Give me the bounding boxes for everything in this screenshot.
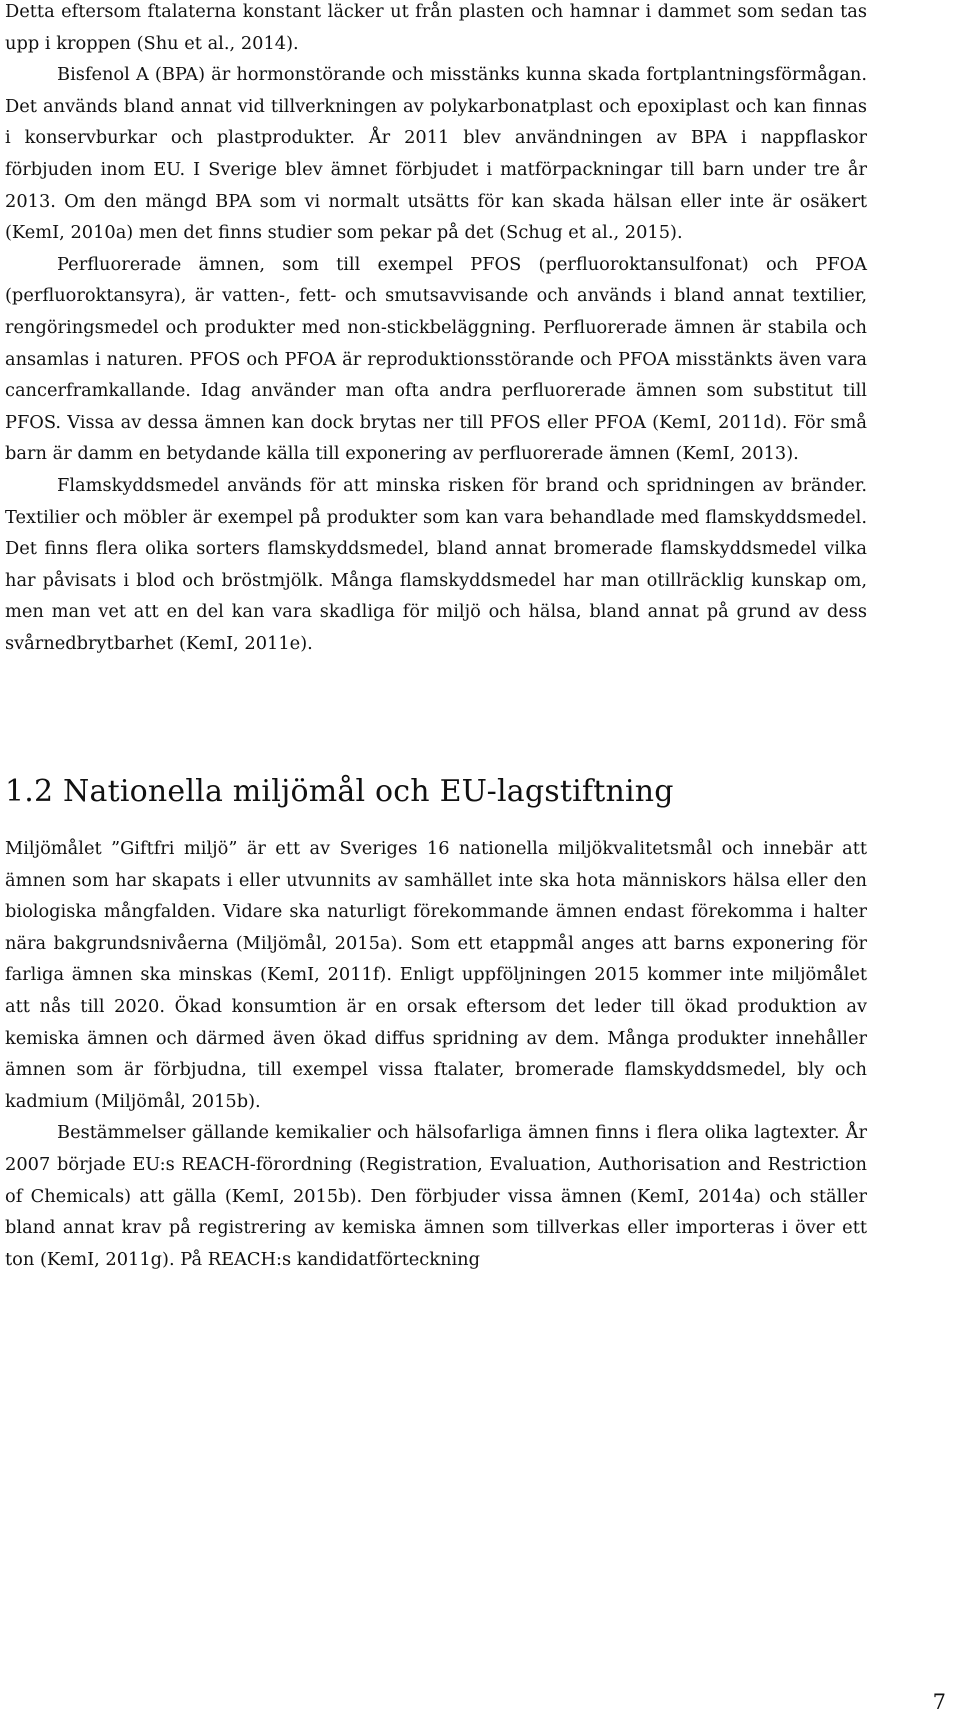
paragraph: Flamskyddsmedel används för att minska risken för brand och spridningen av bränder. Textilier och möbler är exempel på produkter som kan vara behandlade med flamskyddsmedel. Det finns flera olika sorters flamskyddsmedel, bland annat bromerade flamskyddsmedel vilka har påvisats i blod och bröstmjölk. Många flamskyddsmedel har man otillräcklig kunskap om, men man vet att en del kan vara skadliga för miljö och hälsa, bland annat på grund av dess svårnedbrytbarhet (KemI, 2011e).	[5, 474, 867, 654]
paragraph: Bestämmelser gällande kemikalier och hälsofarliga ämnen finns i flera olika lagtexter. År 2007 började EU:s REACH-förordning (Registration, Evaluation, Authorisation and Restriction of Chemicals) att gälla (KemI, 2015b). Den förbjuder vissa ämnen (KemI, 2014a) och ställer bland annat krav på registrering av kemiska ämnen som tillverkas eller importeras i över ett ton (KemI, 2011g). På REACH:s kandidatförteckning	[5, 1122, 867, 1270]
paragraph: Detta eftersom ftalaterna konstant läcker ut från plasten och hamnar i dammet som sedan tas upp i kroppen (Shu et al., 2014).	[5, 1, 867, 54]
body-section-top	[5, 0, 867, 659]
page-number: 7	[932, 1690, 946, 1714]
section-heading: 1.2 Nationella miljömål och EU-lagstiftning	[5, 774, 674, 809]
paragraph: Miljömålet ”Giftfri miljö” är ett av Sveriges 16 nationella miljökvalitetsmål och innebär att ämnen som har skapats i eller utvunnits av samhället inte ska hota människors hälsa eller den biologiska mångfalden. Vidare ska naturligt förekommande ämnen endast förekomma i halter nära bakgrundsnivåerna (Miljömål, 2015a). Som ett etappmål anges att barns exponering för farliga ämnen ska minskas (KemI, 2011f). Enligt uppföljningen 2015 kommer inte miljömålet att nås till 2020. Ökad konsumtion är en orsak eftersom det leder till ökad produktion av kemiska ämnen och därmed även ökad diffus spridning av dem. Många produkter innehåller ämnen som är förbjudna, till exempel vissa ftalater, bromerade flamskyddsmedel, bly och kadmium (Miljömål, 2015b).	[5, 838, 867, 1112]
body-section-bottom	[5, 833, 867, 1275]
paragraph: Bisfenol A (BPA) är hormonstörande och misstänks kunna skada fortplantningsförmågan. Det används bland annat vid tillverkningen av polykarbonatplast och epoxiplast och kan finnas i konservburkar och plastprodukter. År 2011 blev användningen av BPA i nappflaskor förbjuden inom EU. I Sverige blev ämnet förbjudet i matförpackningar till barn under tre år 2013. Om den mängd BPA som vi normalt utsätts för kan skada hälsan eller inte är osäkert (KemI, 2010a) men det finns studier som pekar på det (Schug et al., 2015).	[5, 64, 867, 244]
paragraph: Perfluorerade ämnen, som till exempel PFOS (perfluoroktansulfonat) och PFOA (perfluoroktansyra), är vatten-, fett- och smutsavvisande och används i bland annat textilier, rengöringsmedel och produkter med non-stickbeläggning. Perfluorerade ämnen är stabila och ansamlas i naturen. PFOS och PFOA är reproduktionsstörande och PFOA misstänkts även vara cancerframkallande. Idag använder man ofta andra perfluorerade ämnen som substitut till PFOS. Vissa av dessa ämnen kan dock brytas ner till PFOS eller PFOA (KemI, 2011d). För små barn är damm en betydande källa till exponering av perfluorerade ämnen (KemI, 2013).	[5, 253, 867, 465]
